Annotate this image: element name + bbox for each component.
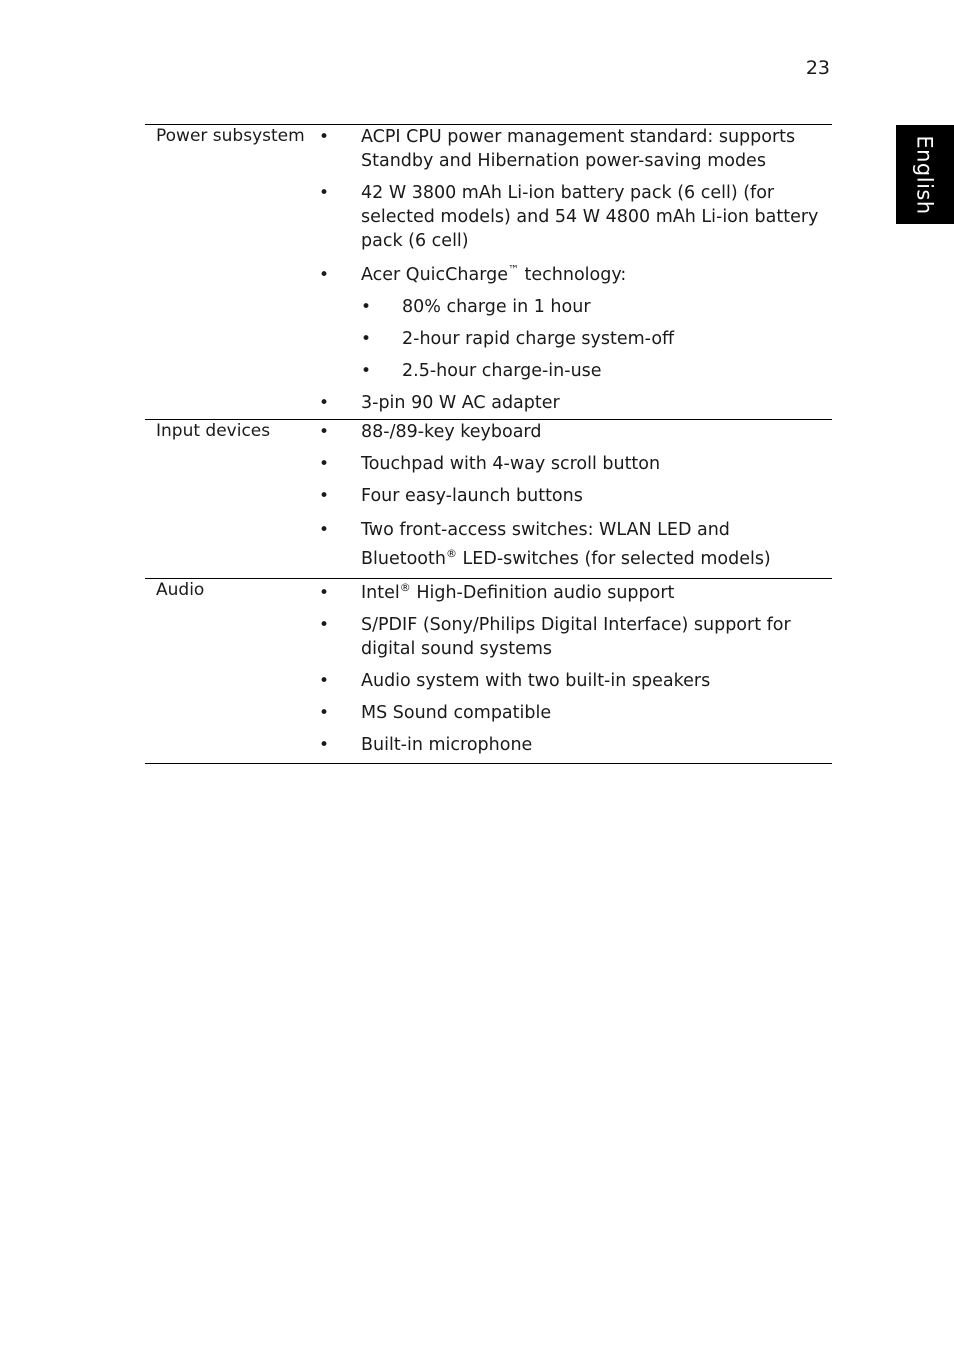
item-text: technology: [518,265,627,285]
spec-row-power [145,125,832,420]
spec-table [145,124,832,764]
language-tab-label: English [913,134,938,215]
bullet-icon: • [361,361,372,381]
list-item [319,669,821,693]
bullet-icon: • [319,486,330,506]
spec-row-audio [145,579,832,764]
page-number: 23 [805,57,830,79]
item-text: Four easy-launch buttons [361,486,583,506]
list-item [319,452,821,476]
bullet-icon: • [319,671,330,691]
item-text: MS Sound compatible [361,703,552,723]
sub-list-item [361,327,821,351]
bullet-icon: • [319,422,330,442]
input-items [145,420,821,574]
item-text: 42 W 3800 mAh Li-ion battery pack (6 cell) (for selected models) and 54 W 4800 mAh Li-ion battery pack (6 cell) [361,183,819,251]
list-item [319,581,821,605]
bullet-icon: • [319,520,330,540]
list-item [319,391,821,415]
list-item [319,613,821,661]
row-label-input: Input devices [156,421,271,441]
list-item [319,516,821,574]
item-text: Touchpad with 4-way scroll button [361,454,661,474]
bullet-icon: • [319,183,330,203]
bullet-icon: • [319,583,330,603]
power-items [145,125,821,415]
sub-list-item [361,359,821,383]
item-text: 2.5-hour charge-in-use [402,361,602,381]
sub-list-item [361,295,821,319]
list-item [319,733,821,757]
bullet-icon: • [319,127,330,147]
list-item [319,420,821,444]
item-text: Two front-access switches: WLAN LED and Bluetooth [361,520,730,569]
list-item [319,263,821,287]
item-text: High-Definition audio support [410,583,675,603]
row-label-power: Power subsystem [156,126,305,146]
bullet-icon: • [319,703,330,723]
trademark-symbol: ™ [507,263,519,277]
list-item [319,701,821,725]
item-text: Audio system with two built-in speakers [361,671,711,691]
spec-row-input [145,420,832,579]
bullet-icon: • [319,615,330,635]
item-text: 88-/89-key keyboard [361,422,542,442]
item-text: S/PDIF (Sony/Philips Digital Interface) support for digital sound systems [361,615,791,659]
item-text: ACPI CPU power management standard: supports Standby and Hibernation power-saving modes [361,127,796,171]
bullet-icon: • [319,735,330,755]
bullet-icon: • [319,265,330,285]
registered-symbol: ® [445,547,457,561]
audio-items [145,581,821,757]
item-text: 2-hour rapid charge system-off [402,329,675,349]
registered-symbol: ® [399,581,411,595]
list-item [319,125,821,173]
language-tab [896,125,954,224]
item-text: Built-in microphone [361,735,533,755]
bullet-icon: • [319,393,330,413]
item-text: LED-switches (for selected models) [456,549,771,569]
item-text: Acer QuicCharge [361,265,508,285]
row-label-audio: Audio [156,580,205,600]
list-item [319,484,821,508]
item-text: 80% charge in 1 hour [402,297,591,317]
item-text: Intel [361,583,400,603]
bullet-icon: • [319,454,330,474]
bullet-icon: • [361,329,372,349]
bullet-icon: • [361,297,372,317]
list-item [319,181,821,253]
item-text: 3-pin 90 W AC adapter [361,393,560,413]
